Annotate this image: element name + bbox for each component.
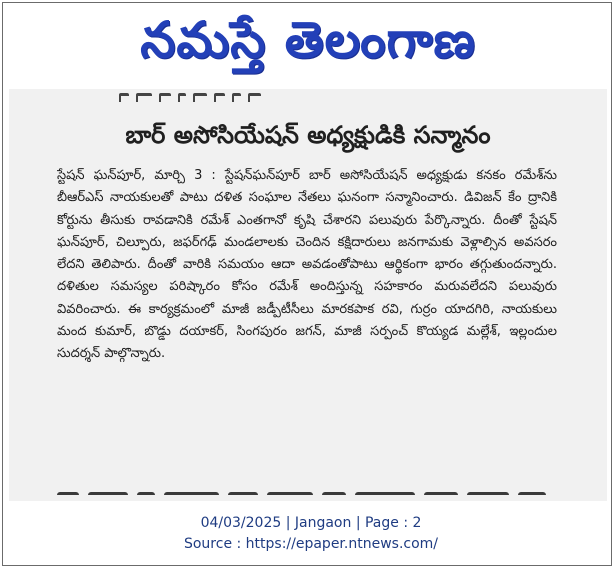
publication-date-line: 04/03/2025 | Jangaon | Page : 2 [200, 515, 422, 531]
article-clipping [9, 89, 607, 501]
article-body: స్టేషన్ ఘన్‌పూర్, మార్చి 3 : స్టేషన్‌ఘన్‌పూర్ బార్ అసోసియేషన్ అధ్యక్షుడు కనకం రమేశ్‌ను బీఆర్‌ఎస్ నాయకులతో పాటు దళిత సంఘాల నేతలు ఘనంగా సన్మానించారు. డివిజన్ కేం ద్రానికి కోర్టును తీసుకు రావడానికి రమేశ్ ఎంతగానో కృషి చేశారని పలువురు పేర్కొన్నారు. దీంతో స్టేషన్ ఘన్‌పూర్, చిల్పూరు, జఫర్‌గఢ్ మండలాలకు చెందిన కక్షిదారులు జనగామకు వెళ్లాల్సిన అవసరం లేదని తెలిపారు. దీంతో వారికి సమయం ఆదా అవడంతోపాటు ఆర్థికంగా భారం తగ్గుతుందన్నారు. దళితుల సమస్యల పరిష్కారం కోసం రమేశ్ అందిస్తున్న సహకారం మరువలేదని పలువురు వివరించారు. ఈ కార్యక్రమంలో మాజీ జడ్పీటీసీలు మారకపాక రవి, గుర్రం యాదగిరి, నాయకులు మంద కుమార్, బొడ్డు దయాకర్, సింగపురం జగన్, మాజీ సర్పంచ్ కొయ్యడ మల్లేశ్, ఇల్లందుల సుదర్శన్ పాల్గొన్నారు. [57, 168, 557, 362]
newspaper-masthead: నమస్తే తెలంగాణ [140, 10, 476, 69]
clipping-top-text-fragment [119, 90, 379, 102]
source-link[interactable]: Source : https://epaper.ntnews.com/ [183, 536, 439, 552]
page-frame [2, 2, 612, 566]
clipping-bottom-text-fragment [57, 490, 557, 501]
article-headline: బార్ అసోసియేషన్ అధ్యక్షుడికి సన్మానం [125, 121, 491, 149]
